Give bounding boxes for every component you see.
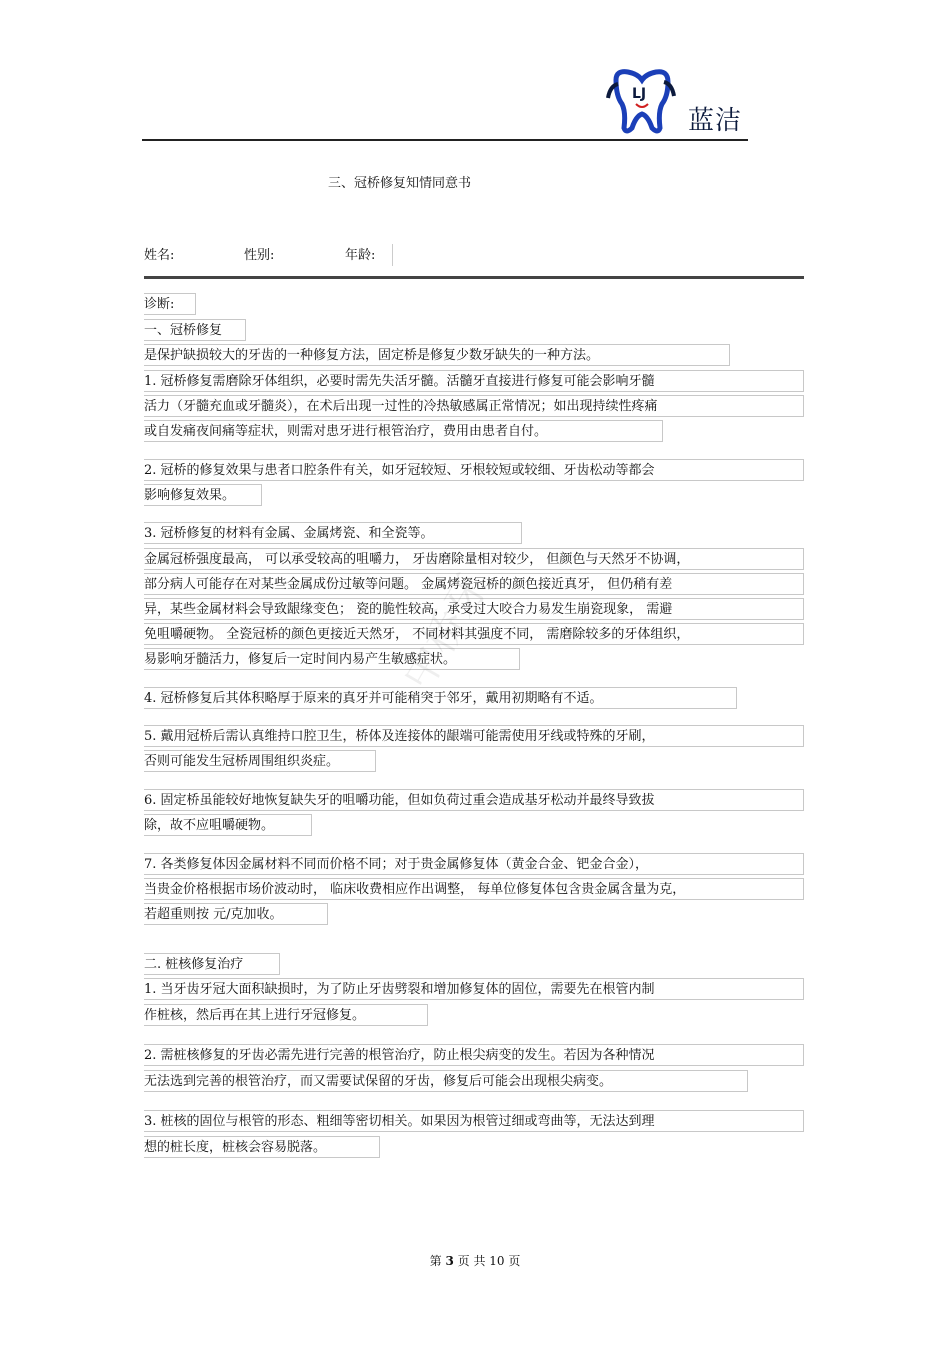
footer-suffix: 页 [508, 1254, 521, 1268]
body-line: 5. 戴用冠桥后需认真维持口腔卫生，桥体及连接体的龈端可能需使用牙线或特殊的牙刷， [144, 725, 804, 747]
body-line: 4. 冠桥修复后其体积略厚于原来的真牙并可能稍突于邻牙，戴用初期略有不适。 [144, 687, 737, 709]
total-pages: 10 [489, 1254, 505, 1268]
diagnosis-label: 诊断: [144, 293, 196, 315]
body-line: 是保护缺损较大的牙齿的一种修复方法，固定桥是修复少数牙缺失的一种方法。 [144, 344, 730, 366]
body-line: 若超重则按 元/克加收。 [144, 903, 328, 925]
body-line: 免咀嚼硬物。 全瓷冠桥的颜色更接近天然牙， 不同材料其强度不同， 需磨除较多的牙体组织， [144, 623, 804, 645]
body-line: 影响修复效果。 [144, 484, 262, 506]
logo-letters: LJ [632, 86, 647, 102]
body-line: 2. 需桩核修复的牙齿必需先进行完善的根管治疗，防止根尖病变的发生。若因为各种情况 [144, 1044, 804, 1066]
body-line: 活力（牙髓充血或牙髓炎），在术后出现一过性的冷热敏感属正常情况；如出现持续性疼痛 [144, 395, 804, 417]
gender-label: 性别: [244, 248, 275, 263]
current-page: 3 [445, 1254, 454, 1268]
body-line: 1. 冠桥修复需磨除牙体组织，必要时需先失活牙髓。活髓牙直接进行修复可能会影响牙髓 [144, 370, 804, 392]
body-line: 想的桩长度，桩核会容易脱落。 [144, 1136, 380, 1158]
age-field-edge [392, 244, 393, 266]
body-line: 部分病人可能存在对某些金属成份过敏等问题。 金属烤瓷冠桥的颜色接近真牙， 但仍稍有差 [144, 573, 804, 595]
header-divider [142, 139, 748, 141]
section-heading-crown-bridge: 一、冠桥修复 [144, 319, 246, 341]
body-line: 否则可能发生冠桥周围组织炎症。 [144, 750, 376, 772]
footer-middle: 页 共 [457, 1254, 486, 1268]
body-line: 异，某些金属材料会导致龈缘变色； 瓷的脆性较高，承受过大咬合力易发生崩瓷现象， 需避 [144, 598, 804, 620]
body-line: 7. 各类修复体因金属材料不同而价格不同；对于贵金属修复体（黄金合金、钯金合金）， [144, 853, 804, 875]
body-line: 1. 当牙齿牙冠大面积缺损时，为了防止牙齿劈裂和增加修复体的固位，需要先在根管内制 [144, 978, 804, 1000]
body-line: 3. 冠桥修复的材料有金属、金属烤瓷、和全瓷等。 [144, 522, 522, 544]
body-line: 易影响牙髓活力，修复后一定时间内易产生敏感症状。 [144, 648, 520, 670]
body-line: 2. 冠桥的修复效果与患者口腔条件有关，如牙冠较短、牙根较短或较细、牙齿松动等都会 [144, 459, 804, 481]
watermark: 中桥牙 [392, 564, 498, 699]
body-line: 或自发痛夜间痛等症状，则需对患牙进行根管治疗，费用由患者自付。 [144, 420, 663, 442]
name-label: 姓名: [144, 248, 175, 263]
info-divider [144, 276, 804, 279]
brand-name: 蓝洁 [688, 106, 743, 136]
page-footer [0, 1252, 950, 1269]
age-label: 年龄: [345, 248, 376, 263]
body-line: 作桩核，然后再在其上进行牙冠修复。 [144, 1004, 428, 1026]
body-line: 无法选到完善的根管治疗，而又需要试保留的牙齿，修复后可能会出现根尖病变。 [144, 1070, 748, 1092]
document-title: 三、冠桥修复知情同意书 [328, 176, 472, 191]
body-line: 3. 桩核的固位与根管的形态、粗细等密切相关。如果因为根管过细或弯曲等，无法达到理 [144, 1110, 804, 1132]
body-line: 6. 固定桥虽能较好地恢复缺失牙的咀嚼功能，但如负荷过重会造成基牙松动并最终导致拔 [144, 789, 804, 811]
body-line: 金属冠桥强度最高， 可以承受较高的咀嚼力， 牙齿磨除量相对较少， 但颜色与天然牙不协调， [144, 548, 804, 570]
section-heading-post-core: 二. 桩核修复治疗 [144, 953, 280, 975]
body-line: 除，故不应咀嚼硬物。 [144, 814, 312, 836]
footer-prefix: 第 [429, 1254, 442, 1268]
body-line: 当贵金价格根据市场价波动时， 临床收费相应作出调整， 每单位修复体包含贵金属含量为克， [144, 878, 804, 900]
